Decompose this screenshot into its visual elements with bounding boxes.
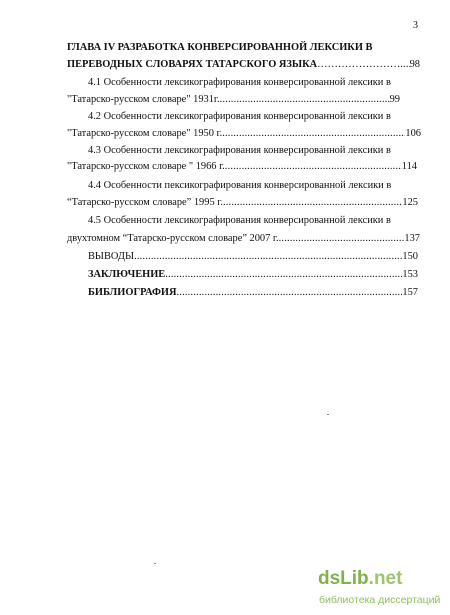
toc-entry-title: 4.3 Особенности лексикографирования конверсированной лексики в — [88, 145, 391, 156]
toc-page-number: 99 — [389, 94, 400, 105]
toc-page-number: 106 — [405, 128, 421, 139]
toc-entry-title: 4.4 Особенности пексикографирования конверсированной лексики в — [88, 180, 392, 191]
leader-dots — [220, 93, 390, 106]
toc-entry-summary[interactable] — [88, 268, 418, 281]
toc-page-number: 98 — [409, 59, 420, 70]
dslib-logo — [318, 568, 402, 590]
toc-entry-title: 4.5 Особенности лексикографирования конверсированной лексики в — [88, 215, 391, 226]
toc-page-number: 150 — [402, 251, 418, 262]
toc-page-number: 125 — [402, 197, 418, 208]
chapter-title-text: ГЛАВА IV РАЗРАБОТКА КОНВЕРСИРОВАННОЙ ЛЕКСИКИ В — [67, 42, 373, 53]
leader-dots — [134, 250, 402, 263]
toc-entry-line-1[interactable] — [88, 144, 420, 157]
toc-entry-title: ВЫВОДЫ — [88, 251, 135, 262]
leader-dots — [176, 286, 402, 299]
dslib-logo-main: dsLib — [318, 568, 369, 589]
toc-entry-title: БИБЛИОГРАФИЯ — [88, 287, 177, 298]
toc-entry-line-2[interactable] — [67, 232, 420, 245]
toc-entry-line-2[interactable] — [67, 93, 400, 106]
toc-entry-bibliography[interactable] — [88, 286, 418, 299]
toc-entry-title: ЗАКЛЮЧЕНИЕ — [88, 269, 166, 280]
toc-entry-title-2: “Татарско-русском словаре” 1995 г. — [67, 197, 223, 208]
scan-speck — [327, 414, 329, 415]
toc-entry-line-2[interactable] — [67, 160, 417, 173]
scan-speck — [154, 563, 156, 564]
page-number: 3 — [413, 20, 418, 31]
chapter-title-line-1 — [67, 41, 420, 54]
leader-dots — [222, 127, 405, 140]
chapter-leader-dots: …………………… — [317, 59, 401, 70]
toc-entry-line-2[interactable] — [67, 127, 421, 140]
toc-entry-title-2: "Татарско-русском словаре" 1950 г. — [67, 128, 223, 139]
chapter-title-line-2 — [67, 58, 420, 71]
dslib-watermark — [318, 568, 448, 612]
dslib-subtitle: библиотека диссертаций — [319, 594, 441, 606]
toc-entry-title: 4.2 Особенности лексикографирования конверсированной лексики в — [88, 111, 391, 122]
toc-entry-line-2[interactable] — [67, 196, 418, 209]
toc-entry-title-2: двухтомном “Татарско-русском словаре” 2007 г. — [67, 233, 279, 244]
toc-entry-title-2: "Татарско-русском словаре " 1966 г. — [67, 161, 225, 172]
leader-dots — [165, 268, 402, 281]
toc-entry-title-2: "Татарско-русском словаре" 1931г. — [67, 94, 220, 105]
toc-page-number: 114 — [401, 161, 417, 172]
toc-entry-title: 4.1 Особенности лексикографирования конверсированной лексики в — [88, 77, 391, 88]
leader-dots — [279, 232, 405, 245]
toc-entry-conclusions[interactable] — [88, 250, 418, 263]
chapter-title-text-2: ПЕРЕВОДНЫХ СЛОВАРЯХ ТАТАРСКОГО ЯЗЫКА — [67, 59, 318, 70]
toc-entry-line-1[interactable] — [88, 110, 420, 123]
toc-page-number: 137 — [404, 233, 420, 244]
dslib-logo-tld: .net — [368, 568, 403, 589]
leader-dots — [223, 196, 402, 209]
toc-page-number: 157 — [402, 287, 418, 298]
toc-page-number: 153 — [402, 269, 418, 280]
leader-dots — [225, 160, 402, 173]
toc-entry-line-1[interactable] — [88, 76, 420, 89]
toc-entry-line-1[interactable] — [88, 179, 420, 192]
leader-dots — [400, 58, 409, 71]
toc-entry-line-1[interactable] — [88, 214, 420, 227]
